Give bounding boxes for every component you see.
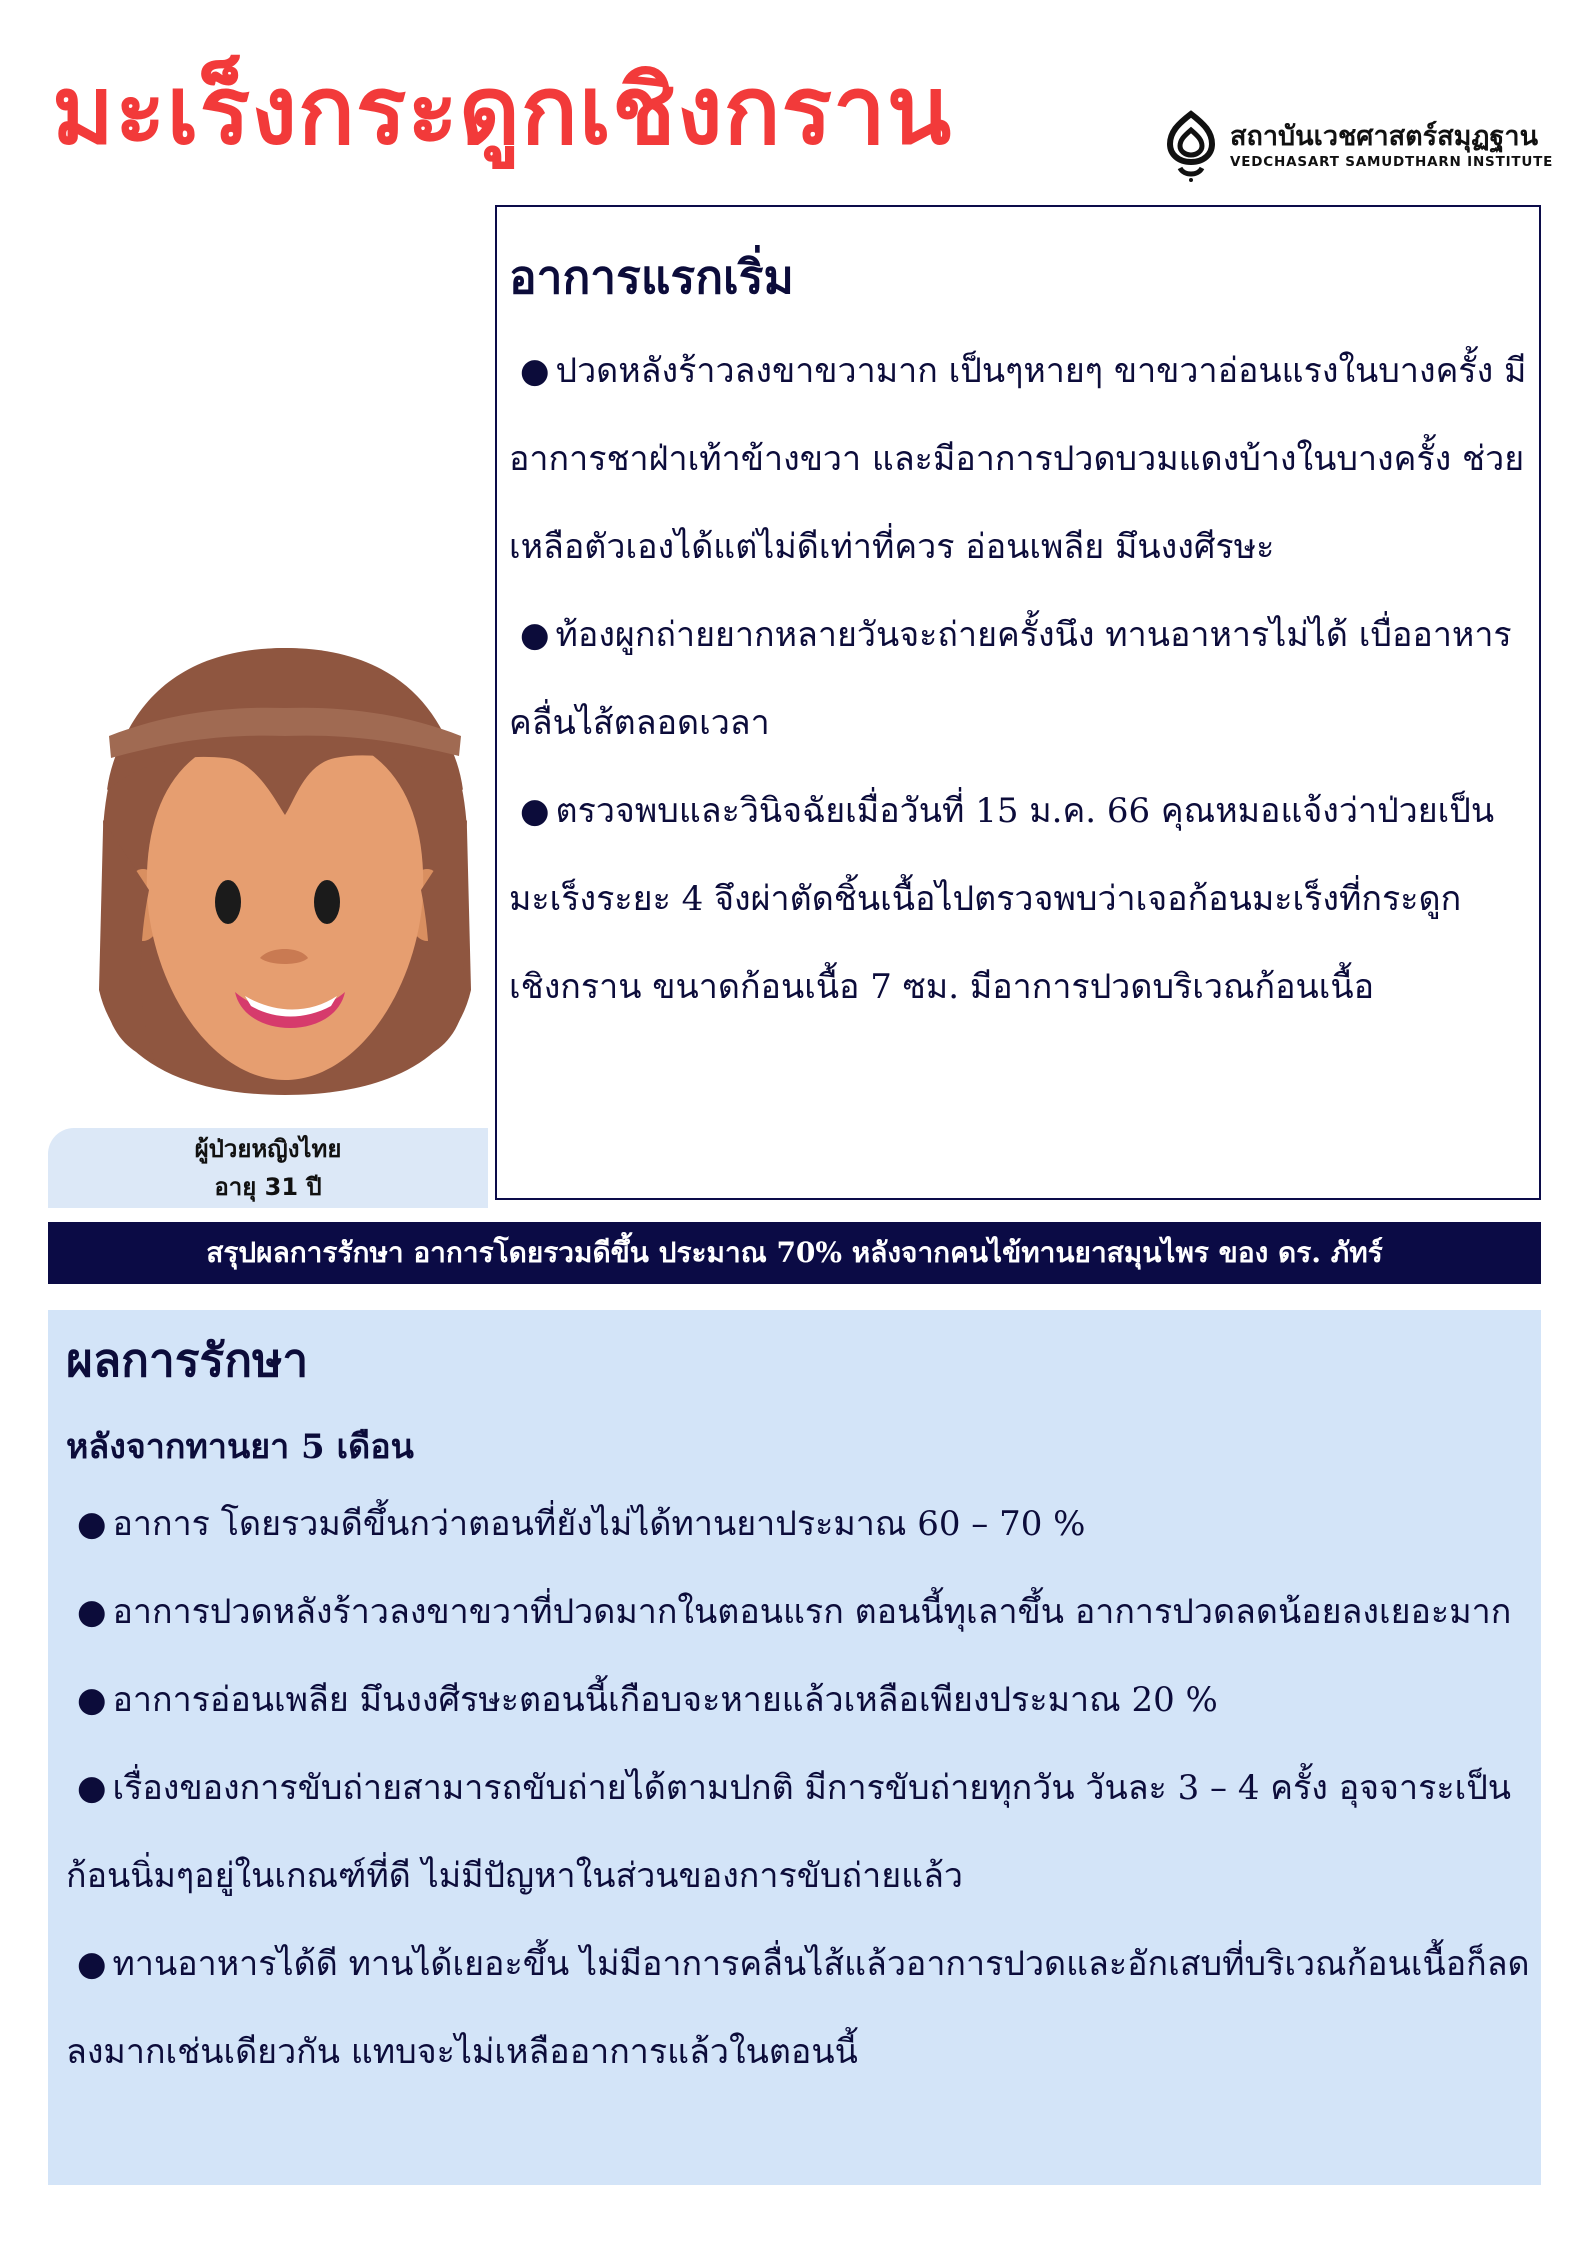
page-title: มะเร็งกระดูกเชิงกราน [52, 57, 953, 166]
result-text: เรื่องของการขับถ่ายสามารถขับถ่ายได้ตามปกติ มีการขับถ่ายทุกวัน วันละ 3 – 4 ครั้ง อุจจาระเป็นก้อนนิ่มๆอยู่ในเกณฑ์ที่ดี ไม่มีปัญหาในส่วนของการขับถ่ายแล้ว [66, 1768, 1512, 1896]
bullet-icon: ● [76, 1768, 107, 1808]
logo-english-name: VEDCHASART SAMUDTHARN INSTITUTE [1230, 154, 1554, 170]
symptom-text: ท้องผูกถ่ายยากหลายวันจะถ่ายครั้งนึง ทานอาหารไม่ได้ เบื่ออาหาร คลื่นไส้ตลอดเวลา [509, 615, 1512, 743]
bullet-icon: ● [519, 351, 550, 391]
right-eye [314, 880, 340, 924]
list-item [509, 327, 1534, 591]
result-text: อาการ โดยรวมดีขึ้นกว่าตอนที่ยังไม่ได้ทานยาประมาณ 60 – 70 % [112, 1504, 1086, 1544]
list-item [66, 1920, 1536, 2096]
list-item [66, 1656, 1536, 1744]
result-text: ทานอาหารได้ดี ทานได้เยอะขึ้น ไม่มีอาการคลื่นไส้แล้วอาการปวดและอักเสบที่บริเวณก้อนเนื้อก็ลดลงมากเช่นเดียวกัน แทบจะไม่เหลืออาการแล้วในตอนนี้ [66, 1944, 1530, 2072]
logo-thai-name: สถาบันเวชศาสตร์สมุฏฐาน [1230, 121, 1539, 152]
results-list [66, 1480, 1536, 2096]
results-subheading: หลังจากทานยา 5 เดือน [66, 1427, 414, 1467]
symptom-text: ตรวจพบและวินิจฉัยเมื่อวันที่ 15 ม.ค. 66 คุณหมอแจ้งว่าป่วยเป็นมะเร็งระยะ 4 จึงผ่าตัดชิ้นเนื้อไปตรวจพบว่าเจอก้อนมะเร็งที่กระดูกเชิงกราน ขนาดก้อนเนื้อ 7 ซม. มีอาการปวดบริเวณก้อนเนื้อ [509, 791, 1495, 1007]
bullet-icon: ● [76, 1680, 107, 1720]
initial-symptoms-box [495, 205, 1541, 1200]
treatment-results-panel [48, 1310, 1541, 2185]
patient-info-badge [48, 1128, 488, 1208]
patient-age: อายุ 31 ปี [214, 1173, 322, 1201]
list-item [509, 591, 1534, 767]
list-item [66, 1568, 1536, 1656]
bullet-icon: ● [519, 791, 550, 831]
symptom-text: ปวดหลังร้าวลงขาขวามาก เป็นๆหายๆ ขาขวาอ่อนแรงในบางครั้ง มีอาการชาฝ่าเท้าข้างขวา และมีอาการปวดบวมแดงบ้างในบางครั้ง ช่วยเหลือตัวเองได้แต่ไม่ดีเท่าที่ควร อ่อนเพลีย มึนงงศีรษะ [509, 351, 1527, 567]
bullet-icon: ● [76, 1592, 107, 1632]
institute-logo [1160, 110, 1554, 185]
bullet-icon: ● [76, 1944, 107, 1984]
institute-logo-icon [1160, 110, 1222, 182]
left-eye [215, 880, 241, 924]
symptoms-heading: อาการแรกเริ่ม [509, 250, 794, 304]
patient-gender-nationality: ผู้ป่วยหญิงไทย [194, 1135, 342, 1163]
result-text: อาการปวดหลังร้าวลงขาขวาที่ปวดมากในตอนแรก ตอนนี้ทุเลาขึ้น อาการปวดลดน้อยลงเยอะมาก [112, 1592, 1512, 1632]
bullet-icon: ● [76, 1504, 107, 1544]
treatment-summary-bar: สรุปผลการรักษา อาการโดยรวมดีขึ้น ประมาณ 70% หลังจากคนไข้ทานยาสมุนไพร ของ ดร. ภัทร์ [48, 1222, 1541, 1284]
list-item [66, 1480, 1536, 1568]
list-item [509, 767, 1534, 1031]
patient-avatar-illustration [95, 640, 475, 1110]
result-text: อาการอ่อนเพลีย มึนงงศีรษะตอนนี้เกือบจะหายแล้วเหลือเพียงประมาณ 20 % [112, 1680, 1218, 1720]
bullet-icon: ● [519, 615, 550, 655]
symptoms-list [509, 327, 1534, 1031]
results-heading: ผลการรักษา [66, 1333, 309, 1387]
list-item [66, 1744, 1536, 1920]
